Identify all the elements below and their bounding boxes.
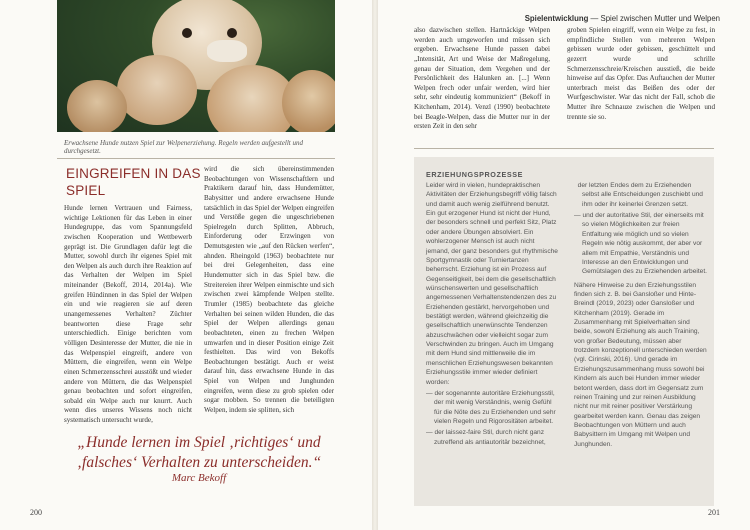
right-text-column-2 <box>567 26 715 122</box>
page-number: 200 <box>30 508 42 517</box>
right-text-column-1 <box>414 26 550 132</box>
list-item: — und der autoritative Stil, der einerseits mit so vielen Möglichkeiten zur freien Entfaltung wie möglich und so vielen Regeln wie nötig auskommt, der aber vor allem mit Empathie, Verständnis und Interesse an den Entwicklungen und Gemütslagen des zu Erziehenden arbeitet. <box>574 212 707 276</box>
list-item-text: der laissez-faire Stil, durch nicht ganz zutreffend als antiautoritär bezeichnet, <box>434 429 546 446</box>
section-heading: EINGREIFEN IN DAS SPIEL <box>66 166 201 198</box>
info-box-paragraph: Nähere Hinweise zu den Erziehungsstilen finden sich z. B. bei Gansloßer und Hinte-Breindl (2019, 2023) oder Gansloßer und Kitchenham (2019). Gerade im Zusammenhang mit Spielverhalten sind beide, sowohl Erziehung als auch Training, von großer Bedeutung, müssen aber trotzdem konzeptionell unterschieden werden (vgl. Cirinski, 2016). Und gerade im Erziehungszusammenhang muss sowohl bei Kindern als auch bei Hunden immer wieder betont werden, dass dort im Gegensatz zum reinen Training und zur reinen Ausbildung nicht nur mit reiner positiver Verstärkung gearbeitet werden kann. Genau das zeigen Beobachtungen von Müttern und auch Babysittern im Umgang mit Welpen und Junghunden. <box>574 281 707 448</box>
pull-quote: „Hunde lernen im Spiel ‚richtiges‘ und ‚falsches‘ Verhalten zu unterscheiden.“ <box>76 434 322 472</box>
left-page <box>0 0 372 530</box>
list-item <box>574 181 708 209</box>
left-text-column-1 <box>64 204 192 426</box>
running-head-section: Spielentwicklung <box>524 14 589 23</box>
info-box-title: ERZIEHUNGSPROZESSE <box>426 170 524 179</box>
right-page <box>378 0 750 530</box>
list-item-text: und der autoritative Stil, der einerseits mit so vielen Möglichkeiten zur freien Entfaltung wie möglich und so vielen Regeln wie nötig auskommt, der aber vor allem mit Empathie, Verständnis und Interesse an den Entwicklungen und Gemütslagen des zu Erziehenden arbeitet. <box>582 212 707 276</box>
divider <box>414 148 714 149</box>
photo-caption: Erwachsene Hunde nutzen Spiel zur Welpenerziehung. Regeln werden aufgestellt und durchgesetzt. <box>64 139 303 156</box>
running-head <box>525 14 720 23</box>
quote-author: Marc Bekoff <box>171 472 227 484</box>
paragraph: groben Spielen eingriff, wenn ein Welpe zu fest, in empfindliche Stellen von mehreren Welpen gebissen wurde oder gebissen, geschüttelt und gezerrt wurde und schrille Schmerzensschreie/Kreischen ausstieß, die beide hinweise auf das Opfer. Das Auftauchen der Mutter unterbrach meist das Beißen des oder der Wurfgeschwister. War das nicht der Fall, schob die Mutter ihre Schnauze zwischen die Welpen und trennte sie so. <box>567 26 715 121</box>
dogs-photo <box>57 0 335 132</box>
page-number: 201 <box>708 508 720 517</box>
info-box-column-1 <box>426 181 558 449</box>
left-text-column-2 <box>204 165 334 416</box>
info-box-column-2 <box>574 181 708 451</box>
divider <box>57 158 335 159</box>
list-item: — der sogenannte autoritäre Erziehungsstil, der mit wenig Verständnis, wenig Gefühl für die Nöte des zu Erziehenden und sehr vielen Regeln und Rigorositäten arbeitet. <box>426 389 556 425</box>
info-box-paragraph: Leider wird in vielen, hundepraktischen Aktivitäten der Erziehungsbegriff völlig falsch und damit auch wenig zielführend benutzt. Ein gut erzogener Hund ist nicht der Hund, der besonders schnell und perfekt Sitz, Platz oder andere Übungen absolviert. Ein wohlerzogener Mensch ist auch nicht jemand, der ganz besonders gut rhythmische Sportgymnastik oder Turniertanzen beherrscht. Erziehung ist ein Prozess auf Gegenseitigkeit, bei dem die gesellschaftlich wünschenswerten und gesellschaftlich angemessenen Verhaltenstendenzen des zu Erziehenden gestärkt, hervorgehoben und bestätigt werden, während gleichzeitig die gesellschaftlich unerwünschte Tendenzen abzuschwächen oder vielleicht sogar zum Verschwinden zu bringen. Auch im Umgang mit dem Hund sind mittlerweile die im menschlichen Erziehungswesen bekannten Erziehungsstile immer wieder definiert worden: <box>426 182 558 386</box>
paragraph: Hunde lernen Vertrauen und Fairness, wichtige Lektionen für das Leben in einer Hundegruppe, das vom Spannungsfeld zwischen Kooperation und Wettbewerb geprägt ist. Die Grundlagen dafür legt die Mutter, sowohl durch ihr eigenes Spiel mit den Welpen als auch durch ihre Reaktion auf das Verhalten der Welpen im Spiel miteinander (Bekoff, 2014, 2014a). Wie greifen Hündinnen in das Spiel der Welpen ein und wie reagieren sie auf deren unangemessenes Verhalten? Züchter beantworten diese Frage sehr unterschiedlich. Einige berichten vom völligen Desinteresse der Mutter, die nie in das Welpenspiel eingreift, andere von Müttern, die eingreifen, wenn ein Welpe einen Schmerzensschrei ausstößt und wieder andere von Müttern, die das Welpenspiel genau beobachten und sofort eingreifen, sobald ein Welpe auch nur knurrt. Auch wenn dies unseres Wissens noch nicht systematisch untersucht wurde, <box>64 204 192 425</box>
list-item-text: der sogenannte autoritäre Erziehungsstil, der mit wenig Verständnis, wenig Gefühl für die Nöte des zu Erziehenden und sehr vielen Regeln und Rigorositäten arbeitet. <box>434 389 556 425</box>
paragraph: also dazwischen stellen. Hartnäckige Welpen werden auch umgeworfen und müssen sich ergeben. Erwachsene Hunde passen dabei „Intensität, Art und Weise der Maßregelung, genau der Situation, dem Vergehen und der Persönlichkeit des Halunken an. [...] Wenn Welpen frech oder unfair werden, wird hier sehr, sehr eindeutig kommuniziert“ (Bekoff in Kitchenham, 2014). Venzl (1990) beobachtete bei Beagle-Welpen, dass die Mutter nur in der ersten Zeit in den sehr <box>414 26 550 131</box>
list-item-text: der letzten Endes dem zu Erziehenden selbst alle Entscheidungen zuschiebt und ihm oder ihr keinerlei Grenzen setzt. <box>577 182 703 208</box>
list-item: — der laissez-faire Stil, durch nicht ganz zutreffend als antiautoritär bezeichnet, <box>426 429 546 446</box>
running-head-chapter: — Spiel zwischen Mutter und Welpen <box>588 14 720 23</box>
paragraph: wird die sich übereinstimmenden Beobachtungen von Wissenschaftlern und Praktikern darauf hin, dass Hundemütter, Babysitter und andere erwachsene Hunde tatsächlich in das Spiel der Welpen eingreifen und Verstöße gegen die ungeschriebenen Spielregeln durch Splitten, Abbruch, Einforderung oder Erzwingen von Demutsgesten wie „auf den Rücken werfen“, ahnden. Rheingold (1963) beobachtete nur bei drei Gelegenheiten, dass eine Hundemutter sich in das Spiel bzw. die Streitereien ihrer Welpen einmischte und sich zwischen zwei kämpfende Welpen stellte. Trumler (1985) beobachtete das gleiche Verhalten bei seinen wilden Hunden, die das Spiel der Welpen allerdings genau beobachteten, einen zu frechen Welpen umwarfen und in dieser Position einige Zeit festhielten. Das wird von Bekoffs Beobachtungen bestätigt. Auch er weist darauf hin, dass erwachsene Hunde in das Spiel von Welpen und Junghunden eingreifen, wenn diese zu grob spielen oder sogar mobben. So trennen die beteiligten Welpen, indem sie splitten, sich <box>204 165 334 415</box>
